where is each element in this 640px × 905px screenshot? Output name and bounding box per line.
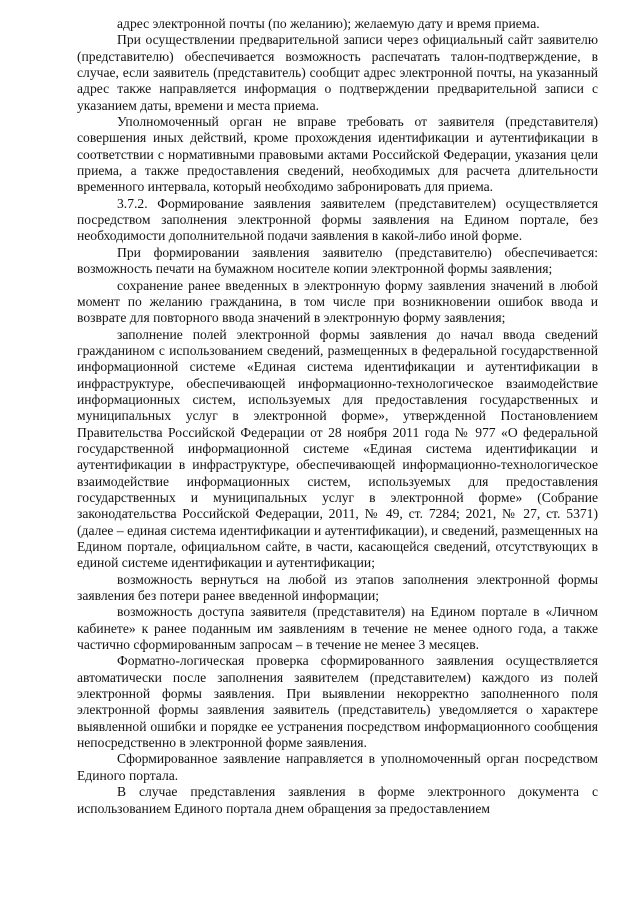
paragraph-save-values: сохранение ранее введенных в электронную форму заявления значений в любой момент по желанию гражданина, в том числе при возникновении ошибок ввода и возврате для повторного ввода значений в электронную форму заявления; (77, 277, 598, 326)
paragraph-section-3-7-2: 3.7.2. Формирование заявления заявителем (представителем) осуществляется посредством заполнения электронной формы заявления на Едином портале, без необходимости дополнительной подачи заявления в какой-либо иной форме. (77, 195, 598, 244)
paragraph-personal-cabinet-access: возможность доступа заявителя (представителя) на Едином портале в «Личном кабинете» к ранее поданным им заявлениям в течение не менее одного года, а также частично сформированным запросам – в течение не менее 3 месяцев. (77, 604, 598, 653)
paragraph-prefill-esia: заполнение полей электронной формы заявления до начал ввода сведений гражданином с использованием сведений, размещенных в федеральной государственной информационной системе «Единая система идентификации и аутентификации в инфраструктуре, обеспечивающей информационно-технологическое взаимодействие информационных систем, используемых для предоставления государственных и муниципальных услуг в электронной форме», утвержденной Постановлением Правительства Российской Федерации от 28 ноября 2011 года № 977 «О федеральной государственной информационной системе «Единая система идентификации и аутентификации в инфраструктуре, обеспечивающей информационно-технологическое взаимодействие информационных систем, используемых для предоставления государственных и муниципальных услуг в электронной форме» (Собрание законодательства Российской Федерации, 2011, № 49, ст. 7284; 2021, № 27, ст. 5371) (далее – единая система идентификации и аутентификации), и сведений, размещенных на Едином портале, официальном сайте, в части, касающейся сведений, отсутствующих в единой системе идентификации и аутентификации; (77, 326, 598, 571)
paragraph-form-capabilities: При формировании заявления заявителю (представителю) обеспечивается: возможность печати на бумажном носителе копии электронной формы заявления; (77, 244, 598, 277)
paragraph-authority-restrictions: Уполномоченный орган не вправе требовать от заявителя (представителя) совершения иных действий, кроме прохождения идентификации и аутентификации в соответствии с нормативными правовыми актами Российской Федерации, указания цели приема, а также предоставления сведений, необходимых для расчета длительности временного интервала, который необходимо забронировать для приема. (77, 114, 598, 195)
paragraph-electronic-submission-date: В случае представления заявления в форме электронного документа с использованием Единого портала днем обращения за предоставлением (77, 784, 598, 816)
paragraph-appointment-contact: адрес электронной почты (по желанию); желаемую дату и время приема. (117, 16, 540, 31)
document-body (77, 16, 598, 817)
paragraph-return-to-step: возможность вернуться на любой из этапов заполнения электронной формы заявления без потери ранее введенной информации; (77, 571, 598, 604)
paragraph-submission-routing: Сформированное заявление направляется в уполномоченный орган посредством Единого портала. (77, 751, 598, 783)
paragraph-format-logical-check: Форматно-логическая проверка сформированного заявления осуществляется автоматически после заполнения заявителем (представителем) каждого из полей электронной формы заявления. При выявлении некорректно заполненного поля электронной формы заявления заявитель (представитель) уведомляется о характере выявленной ошибки и порядке ее устранения посредством информационного сообщения непосредственно в электронной форме заявления. (77, 653, 598, 751)
paragraph-preregistration-confirmation: При осуществлении предварительной записи через официальный сайт заявителю (представителю) обеспечивается возможность распечатать талон-подтверждение, в случае, если заявитель (представитель) сообщит адрес электронной почты, на указанный адрес также направляется информация о подтверждении предварительной записи с указанием даты, времени и места приема. (77, 32, 598, 113)
